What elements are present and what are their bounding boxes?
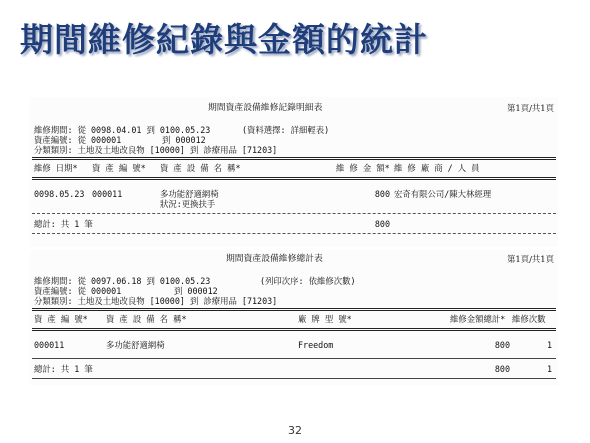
- report-page: 第1頁/共1頁: [507, 103, 554, 113]
- column-asset-no: 資 產 編 號*: [92, 163, 146, 173]
- column-amount: 維 修 金 額*: [336, 163, 390, 173]
- footer-separator: [32, 233, 556, 234]
- row-date: 0098.05.23: [34, 189, 85, 199]
- header-separator: [32, 177, 556, 180]
- row-amount: 800: [374, 189, 390, 199]
- total-label: 總計: 共 1 筆: [34, 364, 93, 374]
- row-separator: [32, 358, 556, 359]
- report-page: 第1頁/共1頁: [507, 254, 554, 264]
- header-separator: [32, 328, 556, 331]
- total-amount: 800: [374, 219, 390, 229]
- print-order: (列印次序: 依維修次數): [260, 276, 356, 286]
- category-range: 分類類別: 土地及土地改良物 [10000] 到 診療用品 [71203]: [34, 296, 278, 306]
- page-number: 32: [288, 424, 302, 437]
- row-asset-no: 000011: [92, 189, 123, 199]
- maintenance-summary-report: [30, 250, 558, 385]
- report-title: 期間資產設備維修總計表: [226, 254, 323, 264]
- slide-title: 期間維修紀錄與金額的統計: [20, 20, 428, 59]
- row-status: 狀況:更換扶手: [160, 199, 216, 209]
- asset-from: 資產編號: 從 000001: [34, 286, 122, 296]
- column-amount-total: 維修金額總計*: [450, 314, 506, 324]
- total-count: 1: [546, 364, 552, 374]
- maintenance-detail-report: [30, 97, 558, 247]
- report-title: 期間資產設備維修記錄明細表: [208, 103, 323, 113]
- column-asset-no: 資 產 編 號*: [34, 314, 88, 324]
- row-asset-name: 多功能舒適網椅: [160, 189, 219, 199]
- header-separator: [32, 308, 556, 311]
- column-asset-name: 資 產 設 備 名 稱*: [106, 314, 187, 324]
- column-date: 維修 日期*: [34, 163, 78, 173]
- header-separator: [32, 157, 556, 160]
- asset-to: 到 000012: [174, 286, 218, 296]
- row-asset-name: 多功能舒適網椅: [106, 340, 165, 350]
- row-amount-total: 800: [494, 340, 510, 350]
- column-vendor: 維 修 廠 商 / 人 員: [394, 163, 480, 173]
- row-separator: [32, 213, 556, 214]
- row-asset-no: 000011: [34, 340, 65, 350]
- asset-from: 資產編號: 從 000001: [34, 135, 122, 145]
- period-range: 維修期間: 從 0098.04.01 到 0100.05.23: [34, 125, 211, 135]
- period-range: 維修期間: 從 0097.06.18 到 0100.05.23: [34, 276, 211, 286]
- asset-to: 到 000012: [162, 135, 206, 145]
- category-range: 分類類別: 土地及土地改良物 [10000] 到 診療用品 [71203]: [34, 145, 278, 155]
- total-label: 總計: 共 1 筆: [34, 219, 93, 229]
- footer-separator: [32, 378, 556, 379]
- row-vendor: 宏奇有限公司/陳大林經理: [394, 189, 492, 199]
- column-brand: 廠 牌 型 號*: [298, 314, 352, 324]
- column-asset-name: 資 產 設 備 名 稱*: [160, 163, 241, 173]
- row-brand: Freedom: [298, 340, 334, 350]
- column-count: 維修次數: [512, 314, 546, 324]
- row-count: 1: [546, 340, 552, 350]
- total-amount: 800: [494, 364, 510, 374]
- data-selection: (資料選擇: 詳細輕表): [242, 125, 330, 135]
